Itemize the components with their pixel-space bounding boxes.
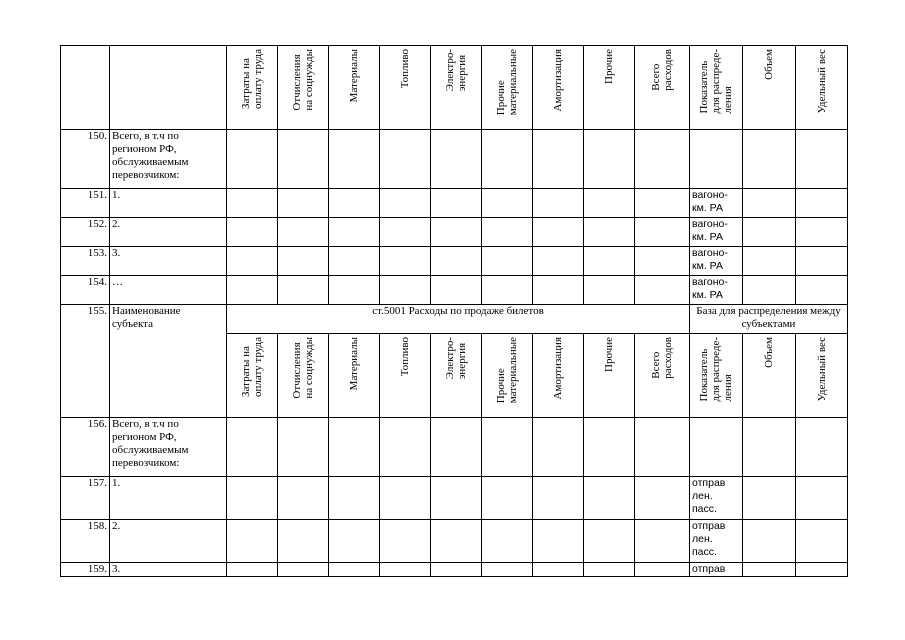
col-header-other-materials (482, 46, 533, 130)
row-base (690, 130, 743, 189)
table-row (61, 520, 848, 563)
col-header-label: Топливо (399, 337, 411, 377)
col-header-social (278, 334, 329, 418)
col-header-label: Показатель для распреде- ления (698, 49, 734, 114)
section-title: ст.5001 Расходы по продаже билетов (227, 305, 690, 334)
row-number: 152. (61, 218, 110, 247)
col-header-labor (227, 46, 278, 130)
col-header-fuel (380, 46, 431, 130)
col-header-label: Материалы (348, 337, 360, 391)
col-header-other-materials (482, 334, 533, 418)
row-base: вагоно-км. РА (690, 247, 743, 276)
row-base (690, 418, 743, 477)
table-row (61, 218, 848, 247)
row-name: 3. (110, 247, 227, 276)
col-header-label: Прочие (603, 337, 615, 372)
row-name: 1. (110, 477, 227, 520)
table-row (61, 276, 848, 305)
col-header-label: Затраты на оплату труда (240, 337, 264, 397)
row-number: 150. (61, 130, 110, 189)
row-base: вагоно-км. РА (690, 218, 743, 247)
row-number: 151. (61, 189, 110, 218)
row-name: Всего, в т.ч по регионом РФ, обслуживаемым перевозчиком: (110, 418, 227, 477)
col-header-label: Всего расходов (650, 49, 674, 91)
cost-distribution-table (60, 45, 848, 577)
col-header-label: Удельный вес (815, 337, 828, 402)
col-header-label: Электро- энергия (444, 49, 468, 92)
col-header-total (635, 46, 690, 130)
row-name: Всего, в т.ч по регионом РФ, обслуживаемым перевозчиком: (110, 130, 227, 189)
col-header-label: Отчисления на соцнужды (291, 337, 315, 399)
row-number: 158. (61, 520, 110, 563)
row-base: отправ (690, 563, 743, 577)
col-header-electricity (431, 46, 482, 130)
row-name: 2. (110, 520, 227, 563)
table-row (61, 189, 848, 218)
col-header-label: Прочие материальные (495, 337, 519, 404)
col-header-label: Объем (763, 337, 775, 368)
col-header-label: Прочие материальные (495, 49, 519, 116)
row-base: отправ лен. пасс. (690, 477, 743, 520)
row-number: 157. (61, 477, 110, 520)
table-row (61, 247, 848, 276)
col-header-share (796, 334, 848, 418)
section-title-row (61, 305, 848, 334)
col-header-social (278, 46, 329, 130)
col-header-indicator (690, 334, 743, 418)
header-row (61, 46, 848, 130)
col-header-electricity (431, 334, 482, 418)
col-header-total (635, 334, 690, 418)
col-header-materials (329, 334, 380, 418)
table-row (61, 130, 848, 189)
col-header-label: Топливо (399, 49, 411, 89)
col-header-volume (743, 334, 796, 418)
col-header-materials (329, 46, 380, 130)
table-row (61, 563, 848, 577)
row-name: 3. (110, 563, 227, 577)
col-header-label: Электро- энергия (444, 337, 468, 380)
header-name-cell (110, 46, 227, 130)
col-header-label: Амортизация (552, 49, 564, 112)
section-base-title: База для распределения между субъектами (690, 305, 848, 334)
col-header-label: Отчисления на соцнужды (291, 49, 315, 111)
col-header-indicator (690, 46, 743, 130)
row-base: вагоно-км. РА (690, 276, 743, 305)
row-number: 153. (61, 247, 110, 276)
col-header-label: Материалы (348, 49, 360, 103)
row-number: 156. (61, 418, 110, 477)
col-header-label: Удельный вес (815, 49, 828, 114)
col-header-depreciation (533, 46, 584, 130)
col-header-label: Объем (763, 49, 775, 80)
col-header-label: Всего расходов (650, 337, 674, 379)
col-header-labor (227, 334, 278, 418)
col-header-other (584, 46, 635, 130)
table-row (61, 477, 848, 520)
col-header-volume (743, 46, 796, 130)
row-name: … (110, 276, 227, 305)
col-header-label: Затраты на оплату труда (240, 49, 264, 109)
section-number: 155. (61, 305, 110, 418)
col-header-label: Показатель для распреде- ления (698, 337, 734, 402)
col-header-fuel (380, 334, 431, 418)
row-number: 159. (61, 563, 110, 577)
col-header-share (796, 46, 848, 130)
col-header-label: Амортизация (552, 337, 564, 400)
col-header-other (584, 334, 635, 418)
col-header-depreciation (533, 334, 584, 418)
row-name: 1. (110, 189, 227, 218)
row-number: 154. (61, 276, 110, 305)
header-num-cell (61, 46, 110, 130)
row-name: 2. (110, 218, 227, 247)
section-name: Наименование субъекта (110, 305, 227, 418)
table-row (61, 418, 848, 477)
col-header-label: Прочие (603, 49, 615, 84)
row-base: отправ лен. пасс. (690, 520, 743, 563)
row-base: вагоно-км. РА (690, 189, 743, 218)
